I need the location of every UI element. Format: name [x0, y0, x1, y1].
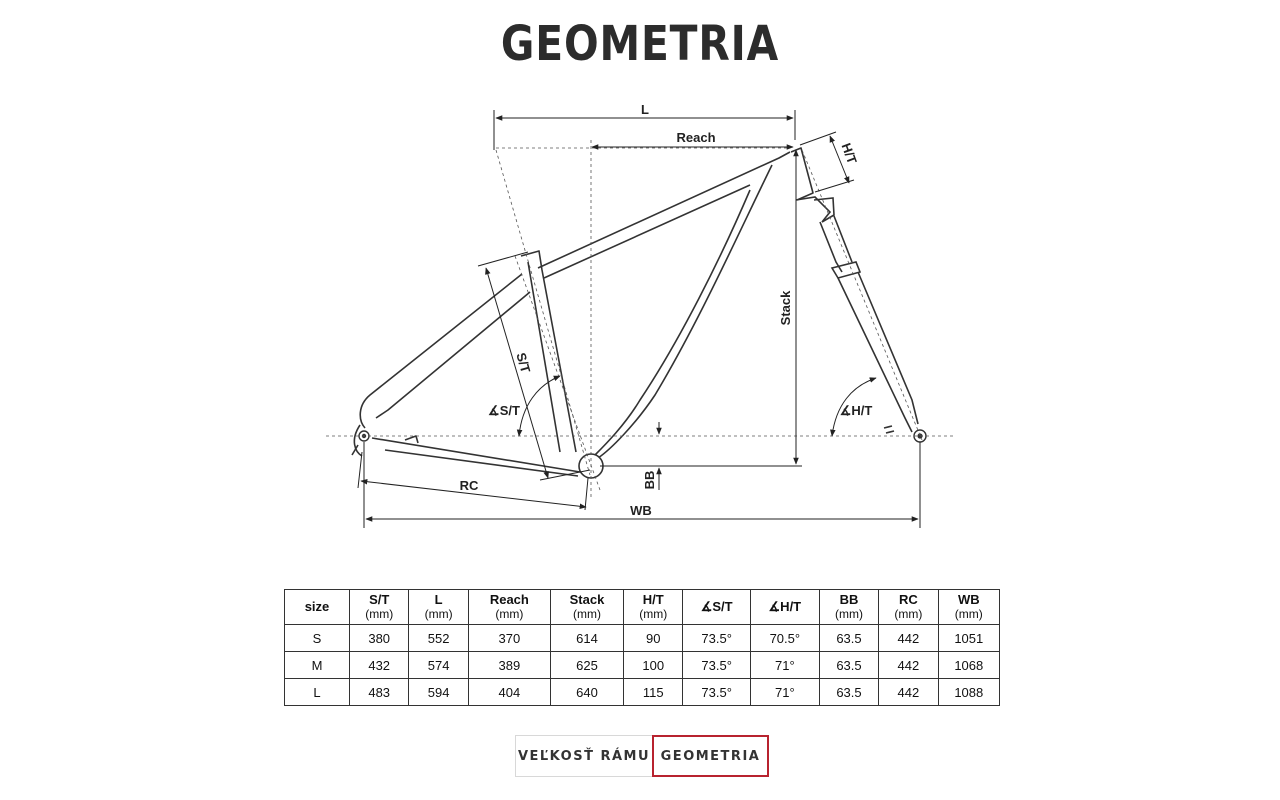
table-cell: 71°	[750, 679, 819, 706]
dim-label-l: L	[641, 102, 649, 117]
table-cell: 73.5°	[683, 679, 750, 706]
dim-label-bb: BB	[642, 470, 657, 490]
table-cell: 90	[624, 625, 683, 652]
table-cell: 73.5°	[683, 625, 750, 652]
col-header-size: size	[285, 590, 350, 625]
table-cell: 432	[350, 652, 409, 679]
table-row	[285, 625, 1000, 652]
table-cell: 442	[879, 652, 938, 679]
table-cell: 614	[550, 625, 623, 652]
dim-label-wb: WB	[630, 503, 652, 518]
suspension-fork	[796, 197, 918, 433]
dim-label-st-angle: ∡S/T	[488, 403, 520, 418]
dim-label-st: S/T	[513, 350, 534, 375]
table-cell: 1088	[938, 679, 999, 706]
table-cell: 552	[409, 625, 468, 652]
table-cell: 1051	[938, 625, 999, 652]
bike-frame-outline	[352, 148, 813, 476]
table-cell: 370	[468, 625, 550, 652]
table-cell: 574	[409, 652, 468, 679]
table-row	[285, 679, 1000, 706]
col-header-ht: H/T (mm)	[624, 590, 683, 625]
tab-frame-size[interactable]: VEĽKOSŤ RÁMU	[515, 735, 652, 777]
table-cell: M	[285, 652, 350, 679]
dim-label-stack: Stack	[778, 290, 793, 326]
col-header-reach: Reach (mm)	[468, 590, 550, 625]
table-cell: 71°	[750, 652, 819, 679]
table-cell: 483	[350, 679, 409, 706]
table-header-row	[285, 590, 1000, 625]
geometry-table	[284, 589, 1000, 706]
table-cell: L	[285, 679, 350, 706]
tab-geometry[interactable]: GEOMETRIA	[652, 735, 769, 777]
table-cell: 63.5	[819, 625, 878, 652]
section-tabs	[515, 735, 769, 777]
dim-label-ht: H/T	[838, 141, 860, 166]
table-cell: 389	[468, 652, 550, 679]
col-header-bb: BB (mm)	[819, 590, 878, 625]
dimension-lines	[358, 110, 920, 528]
dim-label-ht-angle: ∡H/T	[839, 403, 873, 418]
table-cell: 70.5°	[750, 625, 819, 652]
table-cell: 625	[550, 652, 623, 679]
dim-label-reach: Reach	[676, 130, 716, 145]
col-header-ht-angle: ∡H/T	[750, 590, 819, 625]
table-cell: 442	[879, 679, 938, 706]
table-cell: S	[285, 625, 350, 652]
table-cell: 640	[550, 679, 623, 706]
col-header-l: L (mm)	[409, 590, 468, 625]
table-cell: 63.5	[819, 652, 878, 679]
col-header-rc: RC (mm)	[879, 590, 938, 625]
table-cell: 100	[624, 652, 683, 679]
table-cell: 73.5°	[683, 652, 750, 679]
table-cell: 380	[350, 625, 409, 652]
table-cell: 63.5	[819, 679, 878, 706]
table-cell: 1068	[938, 652, 999, 679]
col-header-stack: Stack (mm)	[550, 590, 623, 625]
table-cell: 442	[879, 625, 938, 652]
table-cell: 404	[468, 679, 550, 706]
dim-label-rc: RC	[459, 478, 479, 493]
table-cell: 115	[624, 679, 683, 706]
col-header-st-angle: ∡S/T	[683, 590, 750, 625]
table-row	[285, 652, 1000, 679]
table-cell: 594	[409, 679, 468, 706]
col-header-wb: WB (mm)	[938, 590, 999, 625]
page-title: GEOMETRIA	[500, 16, 780, 72]
col-header-st: S/T (mm)	[350, 590, 409, 625]
